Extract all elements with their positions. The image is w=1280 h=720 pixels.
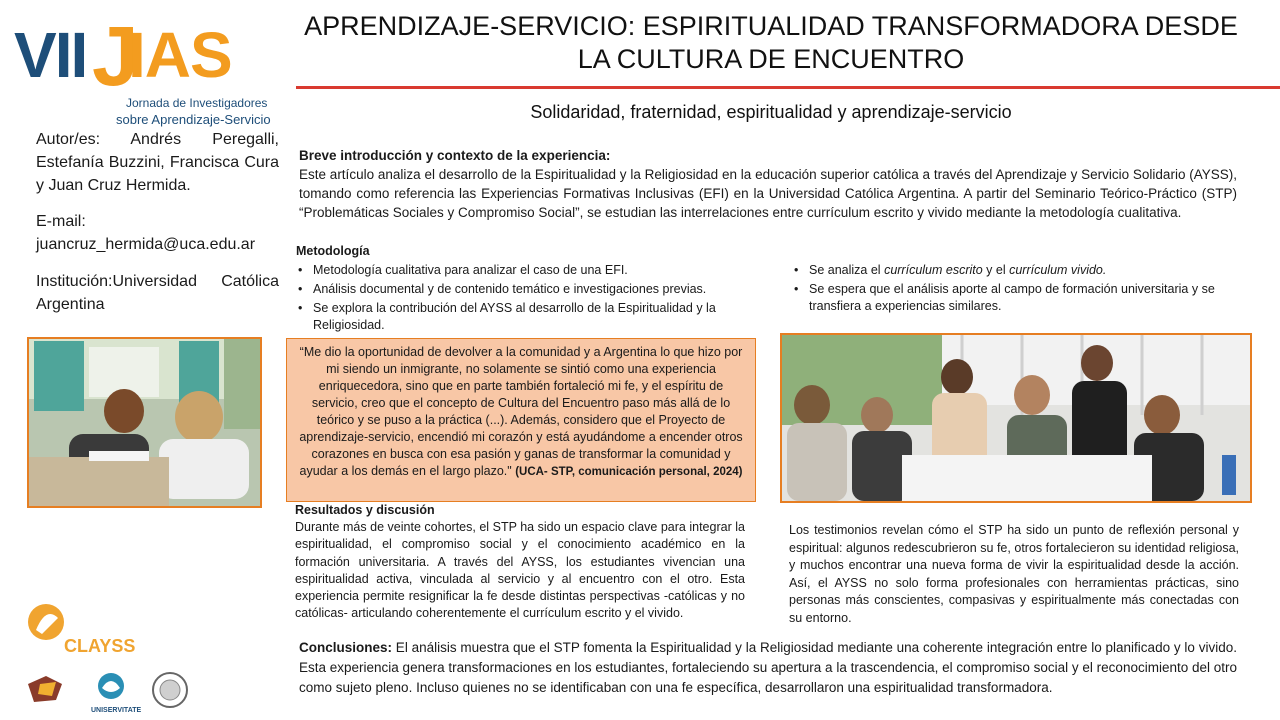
email-address: juancruz_hermida@uca.edu.ar xyxy=(36,236,256,253)
logo-roman-numeral: VII xyxy=(14,19,87,91)
conclusiones-section xyxy=(299,638,1237,698)
title-divider xyxy=(296,86,1280,89)
resultados-heading: Resultados y discusión xyxy=(295,503,435,517)
intro-heading: Breve introducción y contexto de la experiencia: xyxy=(299,148,611,163)
logo-j-letter: J xyxy=(92,9,139,103)
logo-ias-text: IAS xyxy=(128,19,232,91)
photo-students-studying xyxy=(27,337,262,508)
list-item: • Análisis documental y de contenido temático e investigaciones previas. xyxy=(296,281,756,298)
institution: Institución:Universidad Católica Argentina xyxy=(36,273,279,313)
logo-subtitle-line2: sobre Aprendizaje-Servicio xyxy=(116,112,271,127)
conclusiones-text: El análisis muestra que el STP fomenta la Espiritualidad y la Religiosidad mediante una coherente integración entre lo planificado y lo vivido. Esta experiencia genera transformaciones en los estudiantes, fortaleciendo su apertura a la trascendencia, el compromiso social y el reconocimiento del otro como sujeto pleno. Incluso quienes no se identificaban con una fe específica, desarrollaron una espiritualidad transformadora. xyxy=(299,640,1238,695)
red-iberoamericana-logo xyxy=(28,676,62,702)
poster-subtitle: Solidaridad, fraternidad, espiritualidad y aprendizaje-servicio xyxy=(530,102,1012,122)
uniservitate-logo xyxy=(91,673,142,714)
authors: Autor/es: Andrés Peregalli, Estefanía Buzzini, Francisca Cura y Juan Cruz Hermida. xyxy=(36,131,279,194)
list-item: • Se espera que el análisis aporte al campo de formación universitaria y se transfiera a experiencias similares. xyxy=(792,281,1242,315)
university-seal-logo xyxy=(153,673,187,707)
testimonial-quote xyxy=(286,338,756,502)
intro-section xyxy=(299,146,1237,222)
email-block xyxy=(36,210,281,256)
resultados-text: Durante más de veinte cohortes, el STP ha sido un espacio clave para integrar la espiritualidad, el compromiso social y el conocimiento académico en la formación universitaria. A través del AYSS, los estudiantes vivencian una espiritualidad activa, vinculada al servicio y al encuentro con el otro. Esta experiencia permite resignificar la fe desde distintas perspectivas -católicas y no católicas- articulando coherentemente el currículum escrito y el vivido. xyxy=(295,520,745,621)
logo-subtitle-line1: Jornada de Investigadores xyxy=(126,96,268,110)
metodologia-list xyxy=(296,262,756,336)
list-item: • Se explora la contribución del AYSS al desarrollo de la Espiritualidad y la Religiosidad. xyxy=(296,300,756,334)
list-item: • Metodología cualitativa para analizar el caso de una EFI. xyxy=(296,262,756,279)
conclusiones-heading: Conclusiones: xyxy=(299,640,393,655)
clayss-wordmark: CLAYSS xyxy=(64,636,136,656)
metodologia-list-right xyxy=(792,262,1242,317)
photo-group-meeting xyxy=(780,333,1252,503)
quote-text: “Me dio la oportunidad de devolver a la comunidad y a Argentina lo que hizo por mi siendo un inmigrante, no solamente se sintió como una experiencia enriquecedora, sino que en parte también fortaleció mi fe, y el espíritu de servicio, creo que el concepto de Cultura del Encuentro paso más allá de lo teórico y se puso a la práctica (...). Además, considero que el Proyecto de aprendizaje-servicio, encendió mi corazón y está ayudándome a encender otros corazones en busca con esa pasión y ganas de transformar la comunidad y ayudar a los demás en el largo plazo." xyxy=(299,345,743,478)
intro-text: Este artículo analiza el desarrollo de la Espiritualidad y la Religiosidad en la educación superior católica a través del Aprendizaje y Servicio Solidario (AYSS), tomando como referencia las Experiencias Formativas Inclusivas (EFI) en la Universidad Católica Argentina. A partir del Seminario Teórico-Práctico (STP) “Problemáticas Sociales y Compromiso Social”, se estudian las interrelaciones entre currículum escrito y vivido mediante la metodología cualitativa. xyxy=(299,167,1237,220)
event-logo xyxy=(10,8,280,128)
quote-citation: (UCA- STP, comunicación personal, 2024) xyxy=(515,466,743,478)
email-label: E-mail: xyxy=(36,213,86,230)
svg-text:UNISERVITATE: UNISERVITATE xyxy=(91,707,142,714)
poster-title: APRENDIZAJE-SERVICIO: ESPIRITUALIDAD TRANSFORMADORA DESDE LA CULTURA DE ENCUENTRO xyxy=(304,11,1238,74)
testimonios-text: Los testimonios revelan cómo el STP ha sido un punto de reflexión personal y espiritual: algunos redescubrieron su fe, otros fortalecieron su identidad religiosa, y muchos encontrar una nueva forma de vivir la espiritualidad desde la acción. Así, el AYSS no solo forma profesionales con herramientas prácticas, sino personas más conscientes, compasivas y espiritualmente más conectadas con su entorno. xyxy=(789,523,1239,625)
list-item: • Se analiza el currículum escrito y el currículum vivido. xyxy=(792,262,1242,279)
partner-logos xyxy=(26,670,196,715)
clayss-logo xyxy=(26,600,136,660)
metodologia-heading: Metodología xyxy=(296,244,370,258)
